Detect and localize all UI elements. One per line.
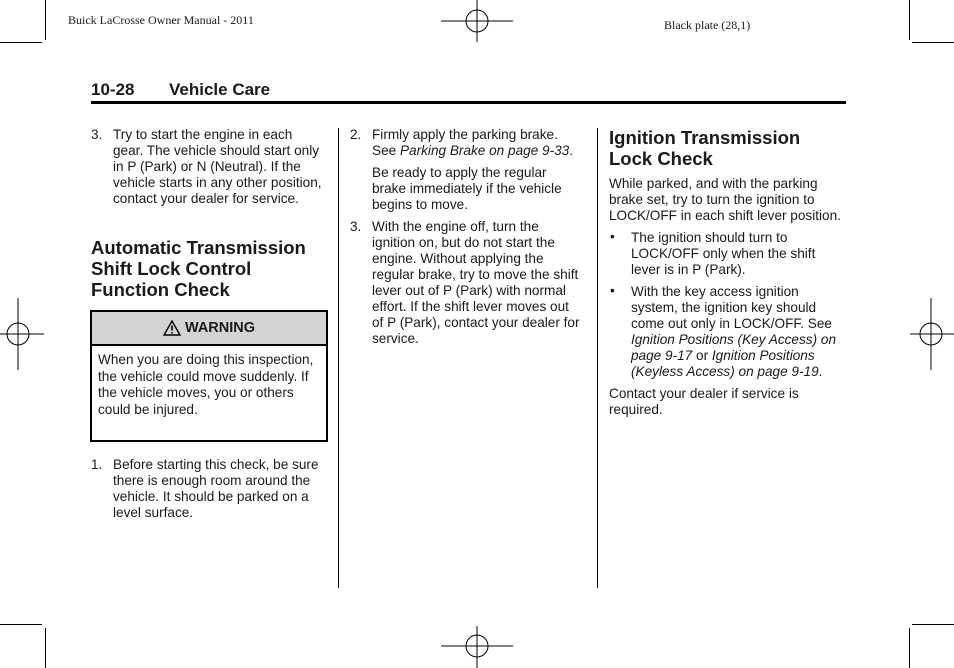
crop-mark [45,0,46,40]
section-heading: Automatic Transmission Shift Lock Control Function Check [91,237,306,300]
column-divider [338,128,339,588]
list-item [350,127,582,159]
bullet-text: With the key access ignition system, the ignition key should come out only in LOCK/OFF. See [631,284,832,331]
list-item [91,127,323,207]
column-1-lower [91,457,323,527]
crop-mark [912,42,954,43]
header-rule [91,101,846,104]
page-reference-link[interactable]: Parking Brake on page 9-33 [399,143,570,158]
list-item [609,230,845,278]
step-number: 1. [91,457,103,472]
step-text: Firmly apply the parking brake. See [372,127,558,158]
page-reference-link[interactable]: Ignition Positions (Keyless Access) on page 9-19 [631,348,819,379]
crop-mark [912,624,954,625]
intro-paragraph: While parked, and with the parking brake set, try to turn the ignition to LOCK/OFF in each shift lever position. [609,176,841,223]
bullet-text: . [818,364,823,379]
warning-box [90,310,328,442]
registration-mark-icon [0,294,50,374]
step-number: 3. [350,219,362,234]
section-heading: Ignition Transmission Lock Check [609,127,801,169]
warning-text: When you are doing this inspection, the vehicle could move suddenly. If the vehicle moves, you or others could be injured. [98,352,314,417]
step-number: 3. [91,127,103,142]
list-item [609,284,845,380]
step-text: With the engine off, turn the ignition on, but do not start the engine. Without applying the regular brake, try to move the shift lever out of P (Park) with normal effort. If the shift lever moves out of P (Park), contact your dealer for service. [372,219,580,346]
column-3 [609,176,845,418]
column-1 [91,127,323,213]
bullet-icon: • [610,283,615,298]
bullet-icon: • [610,229,615,244]
page-reference-link[interactable]: Ignition Positions (Key Access) on page 9-17 [631,332,837,363]
list-item [91,457,323,521]
step-number: 2. [350,127,362,142]
bullet-text: The ignition should turn to LOCK/OFF only when the shift lever is in P (Park). [631,230,816,277]
column-2 [350,127,582,353]
page-number: 10-28 [91,80,135,99]
manual-title: Buick LaCrosse Owner Manual - 2011 [68,13,254,27]
registration-mark-icon [904,294,954,374]
list-item [350,219,582,347]
step-text: Try to start the engine in each gear. The vehicle should start only in P (Park) or N (Neutral). If the vehicle starts in any other position, contact your dealer for service. [113,127,322,206]
registration-mark-icon [437,622,517,668]
warning-triangle-icon [163,320,181,336]
step-text: Before starting this check, be sure there is enough room around the vehicle. It should be parked on a level surface. [113,457,319,520]
step-paragraph: Be ready to apply the regular brake immediately if the vehicle begins to move. [372,165,562,212]
registration-mark-icon [437,0,517,46]
bullet-text: or [692,348,712,363]
crop-mark [909,0,910,40]
warning-label: WARNING [184,320,256,336]
crop-mark [0,42,42,43]
step-text: . [569,143,574,158]
column-divider [597,128,598,588]
crop-mark [45,628,46,668]
warning-header [92,312,326,346]
section-title: Vehicle Care [169,80,271,99]
crop-mark [0,624,42,625]
closing-paragraph: Contact your dealer if service is required. [609,386,799,417]
crop-mark [909,628,910,668]
plate-label: Black plate (28,1) [664,18,751,32]
